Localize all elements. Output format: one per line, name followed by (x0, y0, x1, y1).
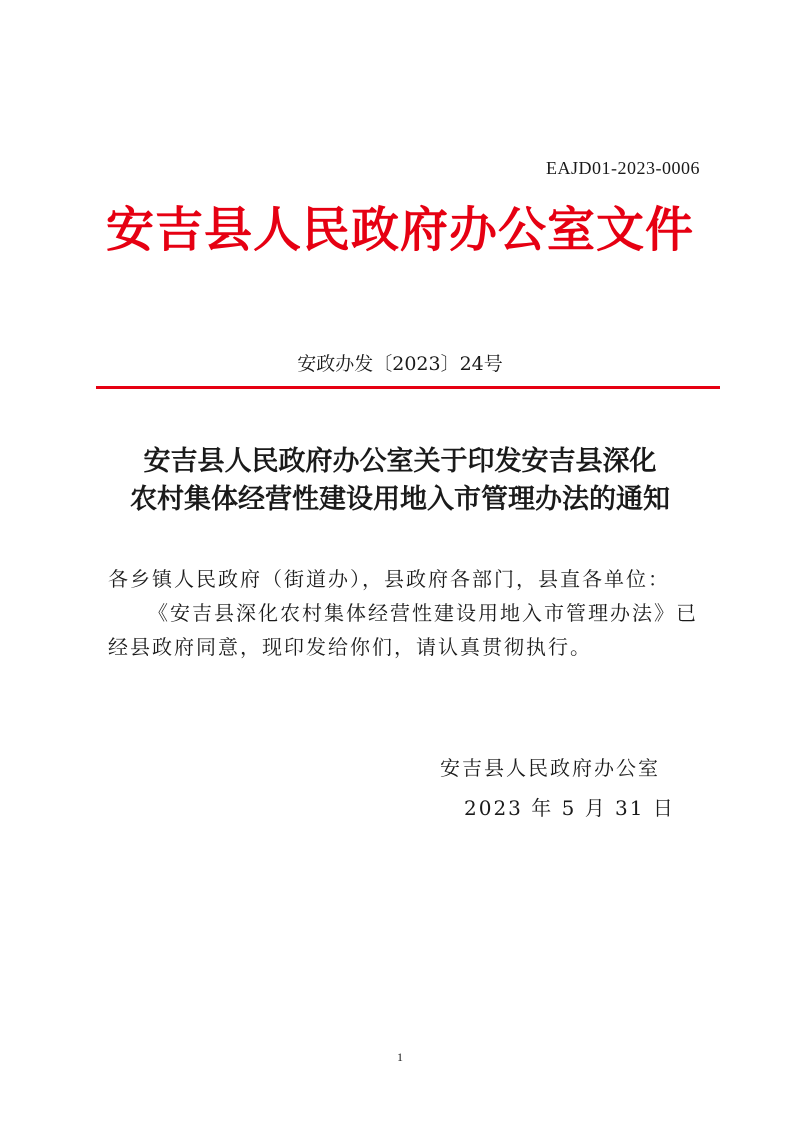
document-title-line-2: 农村集体经营性建设用地入市管理办法的通知 (130, 484, 670, 515)
signature-block (440, 748, 675, 828)
document-title (0, 443, 800, 519)
body-paragraph: 《安吉县深化农村集体经营性建设用地入市管理办法》已经县政府同意，现印发给你们，请认真贯彻执行。 (108, 601, 698, 659)
signature-issuer: 安吉县人民政府办公室 (440, 756, 660, 780)
salutation: 各乡镇人民政府（街道办），县政府各部门，县直各单位： (108, 567, 670, 591)
document-title-line-1: 安吉县人民政府办公室关于印发安吉县深化 (143, 446, 657, 477)
page-number: 1 (397, 1050, 403, 1064)
masthead-title: 安吉县人民政府办公室文件 (105, 202, 694, 258)
red-divider-line (96, 386, 720, 389)
file-number: 安政办发〔2023〕24号 (297, 353, 503, 375)
signature-date: 2023 年 5 月 31 日 (464, 796, 675, 820)
document-code: EAJD01-2023-0006 (546, 158, 700, 178)
